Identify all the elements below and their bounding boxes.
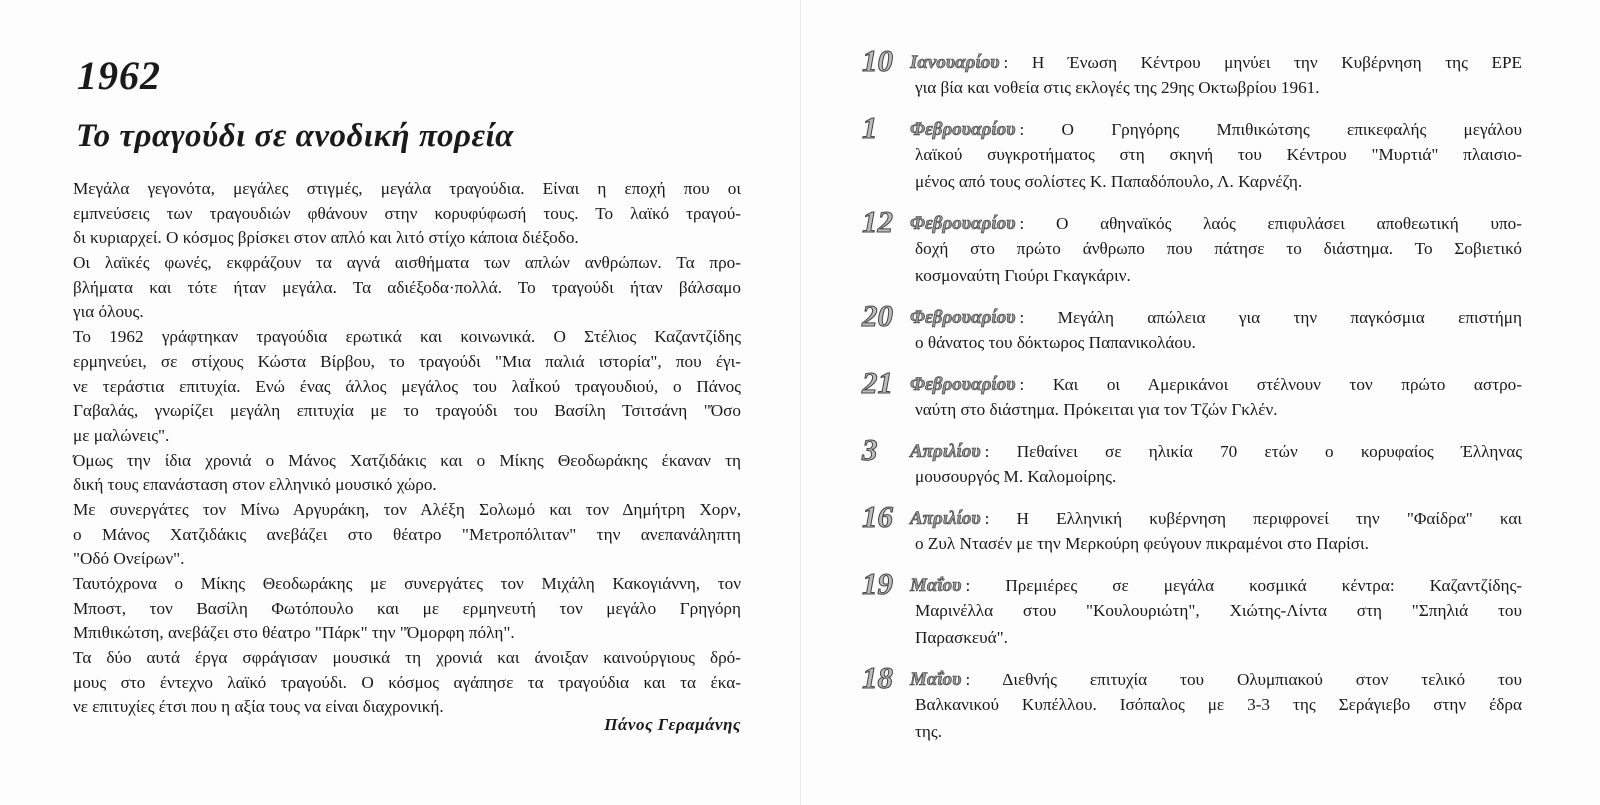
entry-separator: :	[984, 509, 990, 529]
entry-day: 12	[862, 203, 893, 239]
entry-line: Βαλκανικού Κυπέλλου. Ισόπαλος με 3-3 της Σεράγιεβο στην έδρα	[915, 694, 1522, 714]
entry-day: 18	[862, 660, 893, 696]
article-line: μους στο έντεχνο λαϊκό τραγούδι. Ο κόσμος αγάπησε τα τραγούδια και τα έκα-	[73, 672, 741, 692]
year-heading: 1962	[77, 53, 161, 98]
entry-line: ναύτη στο διάστημα. Πρόκειται για τον Τζών Γκλέν.	[915, 399, 1278, 419]
article-line: βλήματα και τότε ήταν μεγάλα. Τα αδιέξοδα·πολλά. Το τραγούδι ήταν βάλσαμο	[73, 277, 741, 297]
entry-text: Ο Γρηγόρης Μπιθικώτσης επικεφαλής μεγάλου	[1061, 120, 1522, 140]
entry-first-line	[862, 203, 1522, 239]
entry-day: 1	[862, 110, 878, 146]
article-line: εμπνεύσεις των τραγουδιών φθάνουν στην κορυφύφωσή τους. Το λαϊκό τραγού-	[73, 203, 741, 223]
entry-month: Φεβρουαρίου	[910, 373, 1016, 395]
article-line: ο Μάνος Χατζιδάκις ανεβάζει στο θέατρο "Μετροπόλιταν" την ανεπανάληπτη	[73, 524, 741, 544]
entry-first-line	[862, 43, 1523, 78]
entry-text: Η Ένωση Κέντρου μηνύει την Κυβέρνηση της ΕΡΕ	[1031, 53, 1523, 72]
entry-separator: :	[965, 576, 971, 596]
timeline-entry	[862, 432, 1523, 491]
entry-day: 19	[862, 566, 893, 602]
entry-text: Διεθνής επιτυχία του Ολυμπιακού στον τελικό του	[1002, 670, 1522, 690]
entry-day: 16	[862, 499, 893, 535]
timeline-entry	[862, 660, 1522, 745]
article-line: νε τεράστια επιτυχία. Ενώ ένας άλλος μεγάλος του λαΪκού τραγουδιού, ο Πάνος	[73, 376, 741, 396]
entry-text: Πρεμιέρες σε μεγάλα κοσμικά κέντρα: Καζαντζίδης-	[1005, 576, 1522, 596]
entry-text: Η Ελληνική κυβέρνηση περιφρονεί την "Φαίδρα" και	[1016, 509, 1522, 529]
entry-month: Φεβρουαρίου	[910, 212, 1016, 234]
entry-line: κοσμοναύτη Γιούρι Γκαγκάριν.	[915, 265, 1131, 285]
article-line: ερμηνεύει, σε στίχους Κώστα Βίρβου, το τραγούδι "Μια παλιά ιστορία", που έγι-	[73, 351, 741, 371]
entry-text: Πεθαίνει σε ηλικία 70 ετών ο κορυφαίος Έλληνας	[1016, 442, 1523, 462]
entry-line: δοχή στο πρώτο άνθρωπο που πάτησε το διάστημα. Το Σοβιετικό	[915, 238, 1522, 258]
entry-day: 3	[862, 432, 878, 468]
article-line: "Οδό Ονείρων".	[73, 549, 185, 569]
timeline-entry	[862, 297, 1523, 357]
timeline-entry	[862, 566, 1522, 651]
article-line: νε επιτυχίες έτσι που η αξία τους να είναι διαχρονική.	[73, 697, 444, 717]
entry-separator: :	[1019, 374, 1025, 394]
entry-line: Παρασκευά".	[915, 627, 1008, 647]
entry-line: για βία και νοθεία στις εκλογές της 29ης Οκτωβρίου 1961.	[915, 77, 1320, 97]
timeline-entry	[862, 499, 1522, 558]
article-line: Μπιθικώτση, ανεβάζει στο θέατρο "Πάρκ" την "Όμορφη πόλη".	[73, 623, 515, 643]
entry-month: Φεβρουαρίου	[910, 119, 1016, 141]
article-title: Το τραγούδι σε ανοδική πορεία	[76, 118, 514, 154]
entry-line: της.	[915, 721, 942, 741]
article-line: Όμως την ίδια χρονιά ο Μάνος Χατζιδάκις και ο Μίκης Θεοδωράκης έκαναν τη	[73, 450, 741, 470]
right-page-timeline	[862, 43, 1523, 759]
article-line: Οι λαϊκές φωνές, εκφράζουν τα αγνά αισθήματα των απλών ανθρώπων. Τα προ-	[73, 253, 741, 273]
entry-text: Και οι Αμερικάνοι στέλνουν τον πρώτο αστρο-	[1052, 374, 1522, 394]
entry-line: μένος από τους σολίστες Κ. Παπαδόπουλο, Λ. Καρνέζη.	[915, 171, 1303, 191]
entry-line: ο θάνατος του δόκτωρος Παπανικολάου.	[915, 332, 1196, 352]
entry-month: Μαΐου	[910, 669, 962, 691]
entry-day: 10	[862, 43, 893, 78]
article-line: Μεγάλα γεγονότα, μεγάλες στιγμές, μεγάλα τραγούδια. Είναι η εποχή που οι	[73, 179, 741, 198]
article-line: δική τους επανάσταση στον ελληνικό μουσικό χώρο.	[73, 475, 437, 495]
entry-first-line	[862, 297, 1523, 333]
entry-text: Ο αθηναϊκός λαός επιφυλάσει αποθεωτική υπο-	[1055, 213, 1522, 233]
entry-text: Μεγάλη απώλεια για την παγκόσμια επιστήμη	[1057, 307, 1523, 327]
timeline-entry	[862, 110, 1522, 195]
article-line: Τα δύο αυτά έργα σφράγισαν μουσικά τη χρονιά και άνοιξαν καινούργιους δρό-	[73, 648, 741, 668]
entry-day: 21	[862, 364, 893, 400]
entry-separator: :	[1019, 213, 1025, 233]
article-line: με μαλώνεις".	[73, 425, 170, 445]
entry-first-line	[862, 566, 1522, 602]
article-line: δι κυριαρχεί. Ο κόσμος βρίσκει στον απλό και λιτό στίχο κάποια διέξοδο.	[73, 228, 579, 248]
entry-month: Φεβρουαρίου	[910, 306, 1016, 328]
article-line: Γαβαλάς, γνωρίζει μεγάλη επιτυχία με το τραγούδι του Βασίλη Τσιτσάνη "Όσο	[73, 401, 741, 421]
entry-first-line	[862, 660, 1522, 696]
article-line: Το 1962 γράφτηκαν τραγούδια ερωτικά και κοινωνικά. Ο Στέλιος Καζαντζίδης	[73, 327, 741, 347]
entry-line: μουσουργός Μ. Καλομοίρης.	[915, 466, 1117, 486]
entry-first-line	[862, 110, 1522, 146]
entry-first-line	[862, 364, 1522, 400]
entry-separator: :	[1019, 120, 1025, 140]
entry-line: ο Ζυλ Ντασέν με την Μερκούρη φεύγουν πικραμένοι στο Παρίσι.	[915, 533, 1369, 553]
entry-separator: :	[1003, 53, 1009, 72]
article-body	[73, 177, 741, 720]
article-line: για όλους.	[73, 302, 144, 322]
entry-separator: :	[984, 442, 990, 462]
timeline-entry	[862, 43, 1523, 102]
author-signature: Πάνος Γεραμάνης	[604, 715, 741, 734]
article-line: Με συνεργάτες τον Μίνω Αργυράκη, τον Αλέξη Σολωμό και τον Δημήτρη Χορν,	[73, 499, 741, 519]
page-fold	[800, 0, 801, 805]
timeline-entry	[862, 203, 1522, 289]
timeline-entry	[862, 364, 1522, 424]
article-line: Μποστ, τον Βασίλη Φωτόπουλο και με ερμηνευτή τον μεγάλο Γρηγόρη	[73, 598, 741, 618]
entry-first-line	[862, 432, 1523, 468]
entry-day: 20	[862, 297, 893, 333]
article-line: Ταυτόχρονα ο Μίκης Θεοδωράκης με συνεργάτες τον Μιχάλη Κακογιάννη, τον	[73, 574, 741, 593]
entry-line: Μαρινέλλα στου "Κουλουριώτη", Χιώτης-Λίντα στη "Σπηλιά του	[915, 601, 1522, 621]
entry-month: Απριλίου	[910, 508, 981, 530]
entry-line: λαϊκού συγκροτήματος στη σκηνή του Κέντρου "Μυρτιά" πλαισιο-	[915, 144, 1522, 164]
entry-separator: :	[965, 670, 971, 690]
entry-first-line	[862, 499, 1522, 535]
entry-month: Απριλίου	[910, 441, 981, 463]
entry-separator: :	[1019, 307, 1025, 327]
entry-month: Ιανουαρίου	[910, 52, 1000, 73]
entry-month: Μαΐου	[910, 575, 962, 597]
